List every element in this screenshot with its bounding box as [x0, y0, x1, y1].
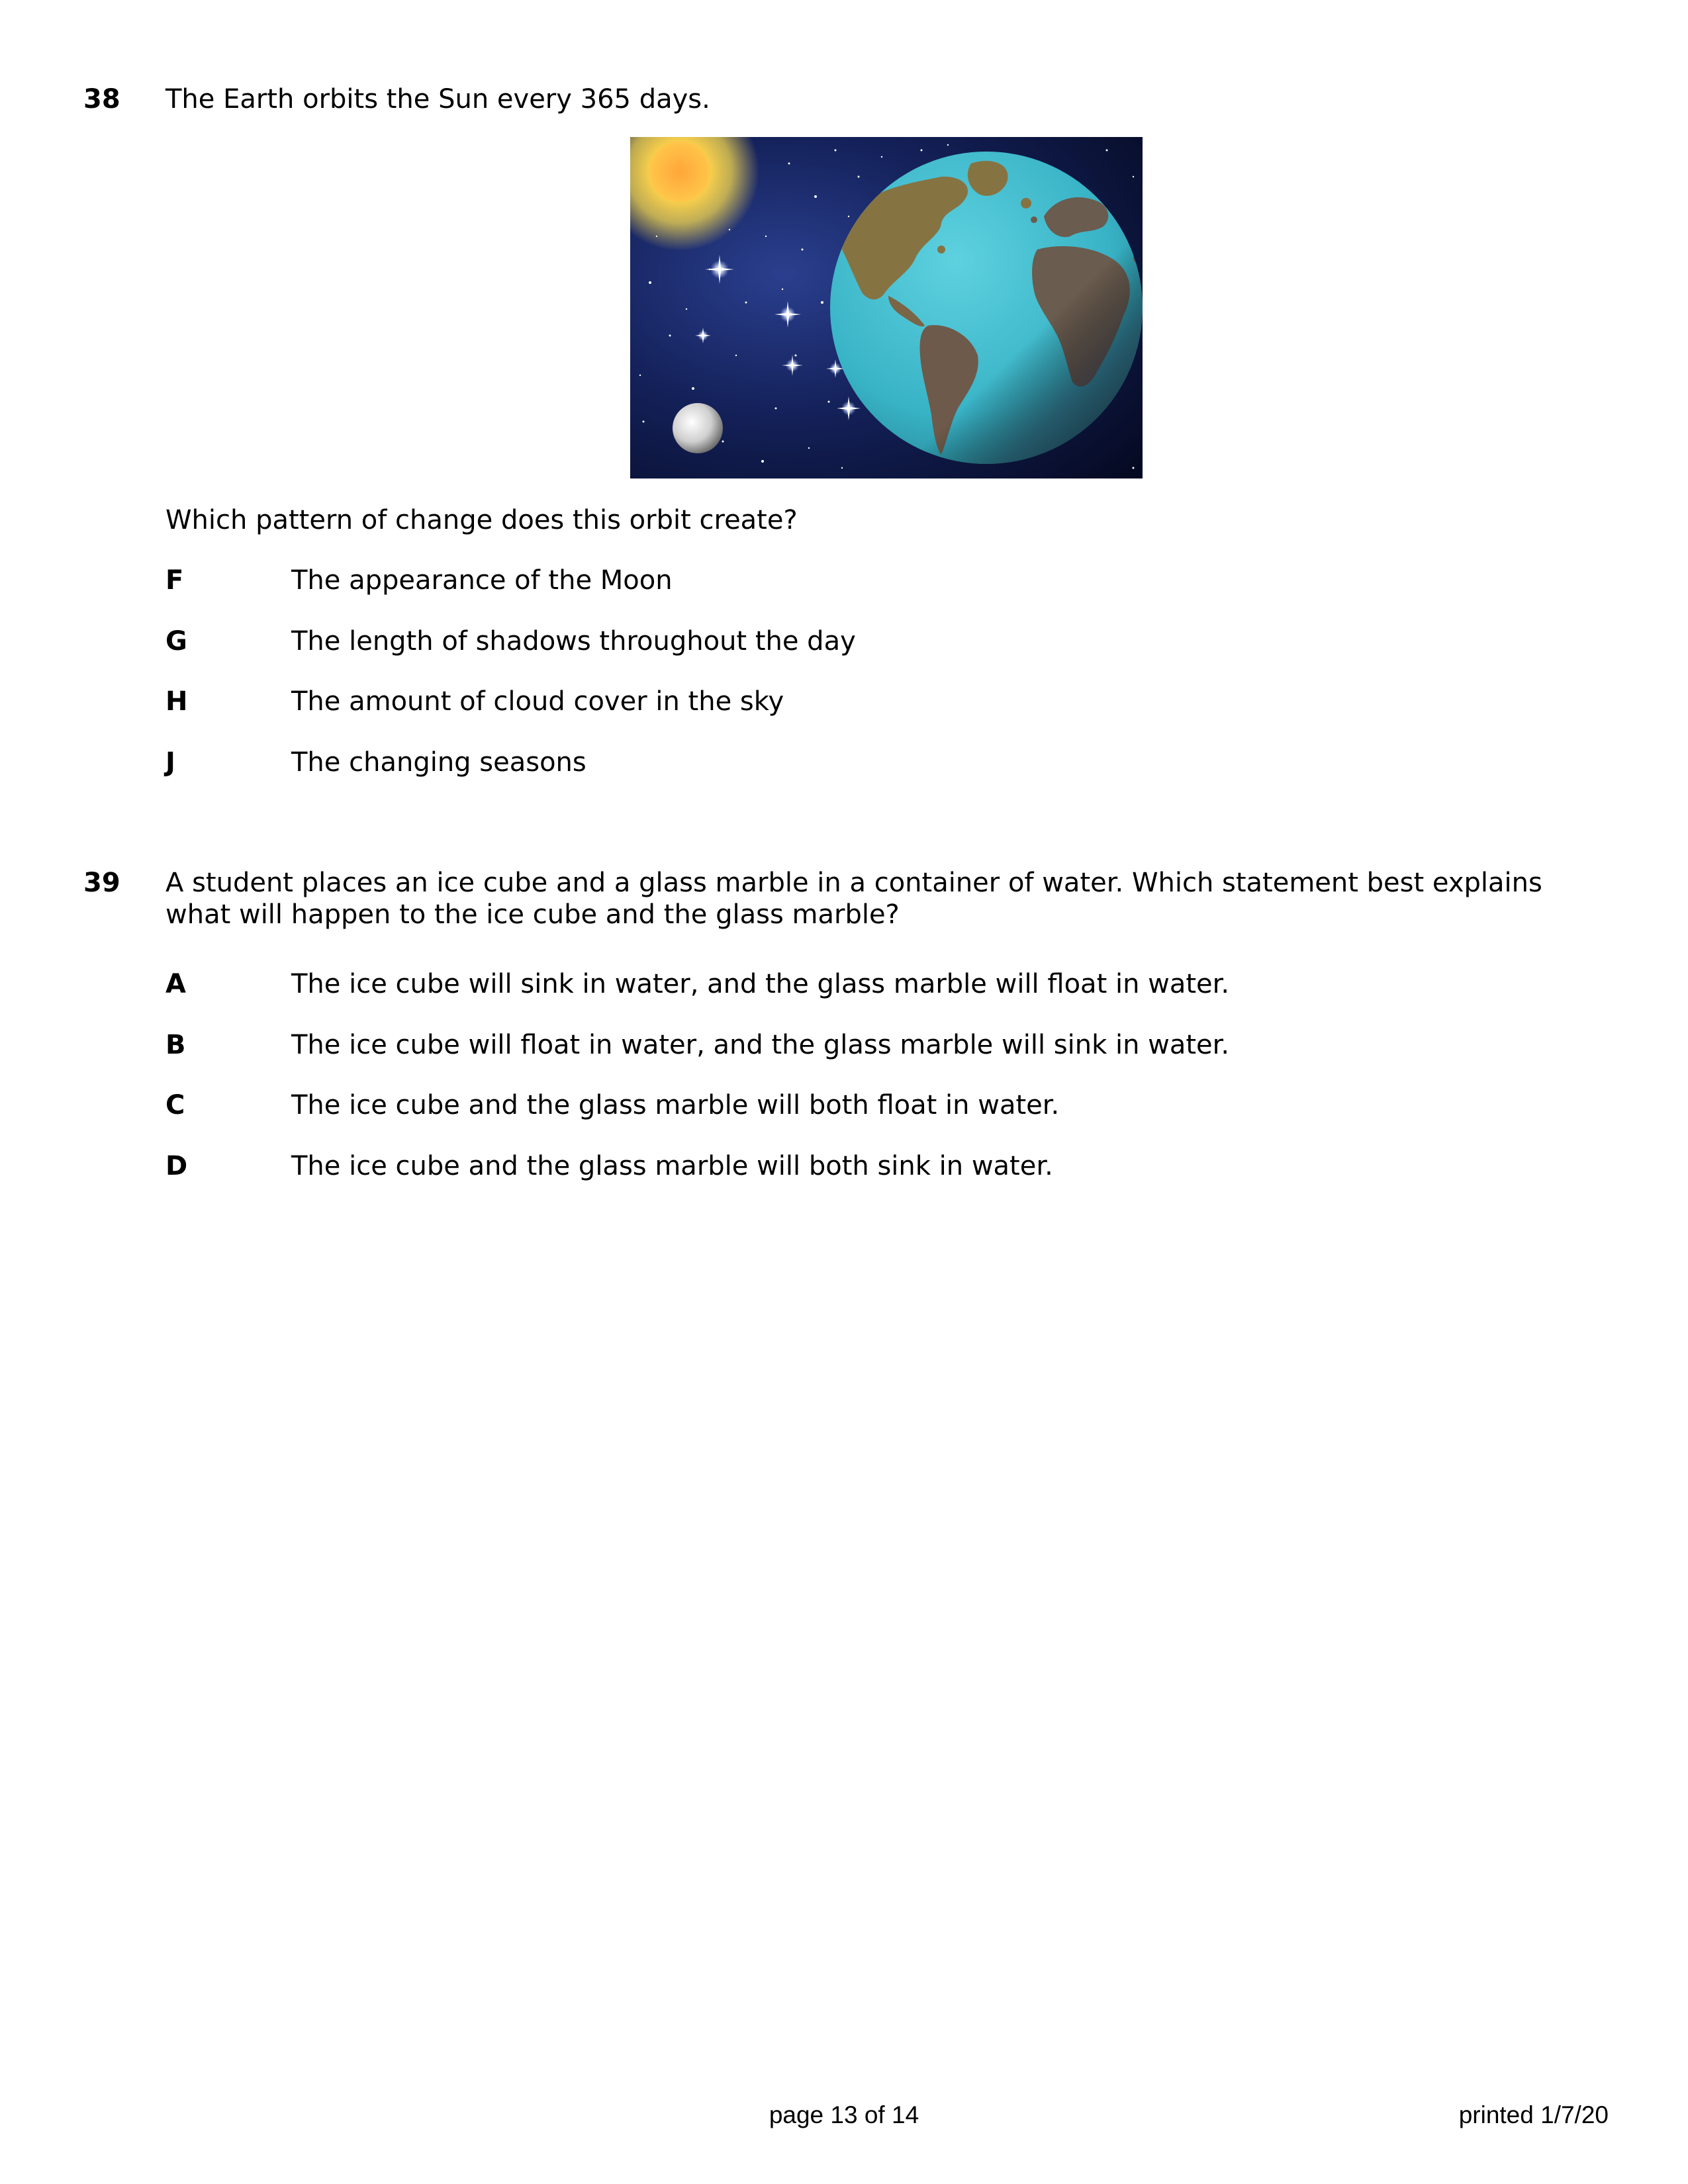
- question-38-prompt: Which pattern of change does this orbit create?: [165, 505, 798, 535]
- choice-letter: B: [165, 1030, 186, 1060]
- choice-text: The ice cube will float in water, and the glass marble will sink in water.: [291, 1030, 1230, 1060]
- choice-text: The ice cube will sink in water, and the glass marble will float in water.: [291, 969, 1230, 999]
- question-39-choice-b[interactable]: [165, 1029, 1602, 1061]
- choice-letter: J: [165, 747, 175, 778]
- question-39-number: 39: [83, 868, 120, 898]
- choice-letter: C: [165, 1090, 185, 1120]
- choice-text: The appearance of the Moon: [291, 565, 673, 596]
- choice-text: The changing seasons: [291, 747, 586, 778]
- earth-icon: [830, 152, 1143, 464]
- choice-text: The amount of cloud cover in the sky: [291, 686, 784, 717]
- question-38-choice-f[interactable]: [165, 565, 1602, 596]
- choice-letter: G: [165, 626, 187, 657]
- choice-letter: H: [165, 686, 188, 717]
- question-38-choice-g[interactable]: [165, 625, 1602, 657]
- moon-icon: [673, 403, 723, 453]
- page-number: page 13 of 14: [769, 2101, 919, 2128]
- choice-letter: F: [165, 565, 184, 596]
- space-scene-image: [630, 137, 1143, 478]
- question-38-number: 38: [83, 84, 120, 114]
- question-38-choice-j[interactable]: [165, 747, 1602, 778]
- choice-letter: A: [165, 969, 186, 999]
- choice-text: The length of shadows throughout the day: [291, 626, 856, 657]
- question-39-choice-a[interactable]: [165, 968, 1602, 1000]
- choice-text: The ice cube and the glass marble will both sink in water.: [291, 1151, 1053, 1181]
- question-38-choice-h[interactable]: [165, 686, 1602, 717]
- question-39-stem: A student places an ice cube and a glass marble in a container of water. Which statement best explains what will happen to the ice cube and the glass marble?: [165, 868, 1542, 930]
- question-39-choice-c[interactable]: [165, 1089, 1602, 1121]
- question-38-stem: The Earth orbits the Sun every 365 days.: [165, 84, 710, 114]
- printed-date: printed 1/7/20: [1458, 2101, 1609, 2128]
- choice-text: The ice cube and the glass marble will both float in water.: [291, 1090, 1060, 1120]
- earth-orbit-illustration: [630, 137, 1143, 478]
- question-39-choice-d[interactable]: [165, 1150, 1602, 1182]
- choice-letter: D: [165, 1151, 188, 1181]
